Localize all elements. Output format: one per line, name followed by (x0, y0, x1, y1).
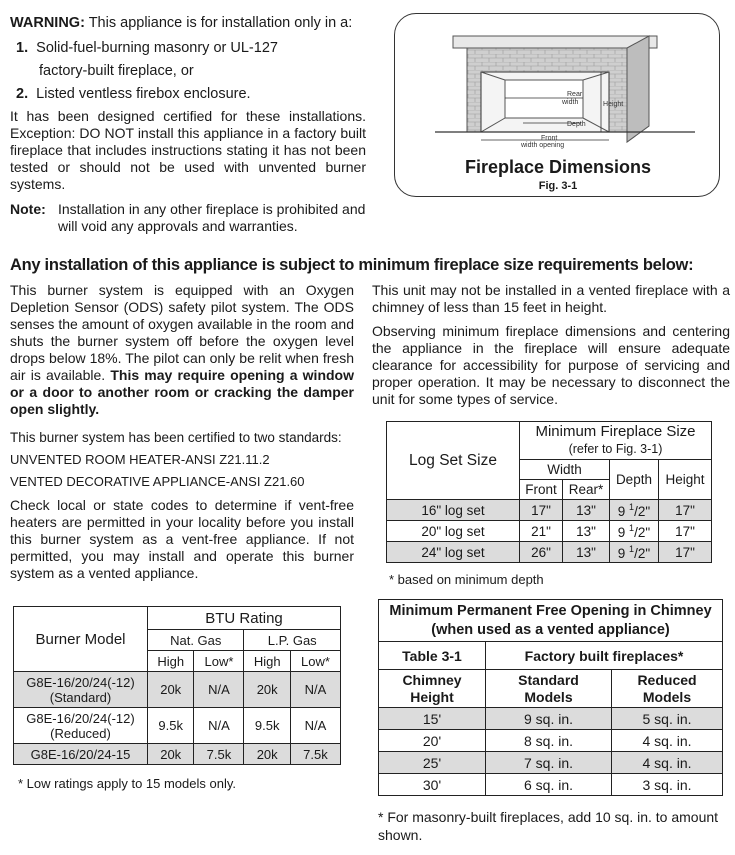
standard-2: VENTED DECORATIVE APPLIANCE-ANSI Z21.60 (10, 474, 305, 489)
ods-paragraph (10, 282, 354, 418)
figure-caption: Fig. 3-1 (538, 180, 578, 192)
warning-line (10, 15, 370, 31)
header-width: Width (520, 460, 610, 480)
table-row (379, 774, 723, 796)
observe-paragraph: Observing minimum fireplace dimensions and centering the appliance in the fireplace will ensure adequate clearance for accessibility for purpose of servicing and proper operation. It may be necessary to disconnect the unit for some types of service. (372, 323, 730, 407)
header-min-size: Minimum Fireplace Size (535, 423, 696, 440)
note-label: Note: (10, 201, 46, 217)
model-name: G8E-16/20/24(-12) (26, 674, 135, 690)
chimney-height: 30' (379, 774, 486, 796)
nat-high: 9.5k (148, 708, 194, 744)
header-models: Models (524, 688, 573, 705)
warning-block (10, 15, 370, 31)
lp-low: 7.5k (290, 744, 340, 765)
front-value: 21" (520, 521, 563, 542)
height-label: Height (603, 101, 624, 108)
header-burner-model: Burner Model (14, 607, 148, 672)
header-models: Models (642, 688, 692, 705)
note-text: Installation in any other fireplace is prohibited and will void any approvals and warranties. (58, 201, 366, 234)
chimney-subtitle: (when used as a vented appliance) (431, 621, 670, 638)
item-text: Solid-fuel-burning masonry or UL-127 (36, 40, 278, 56)
depth-value: 9 $^1$/2" (609, 500, 658, 521)
lp-low: N/A (290, 672, 340, 708)
reduced-opening: 4 sq. in. (612, 752, 723, 774)
header-height: Height (658, 460, 711, 500)
header-low: Low* (194, 651, 244, 672)
chimney-title: Minimum Permanent Free Opening in Chimney (389, 602, 712, 619)
table-row (379, 752, 723, 774)
standard-opening: 7 sq. in. (486, 752, 612, 774)
warning-item-1-cont: factory-built fireplace, or (39, 63, 194, 79)
standard-1: UNVENTED ROOM HEATER-ANSI Z21.11.2 (10, 452, 270, 467)
chimney-height: 20' (379, 730, 486, 752)
header-log-set-size: Log Set Size (387, 422, 520, 500)
btu-table (13, 606, 341, 765)
chimney-paragraph: This unit may not be installed in a vented fireplace with a chimney of less than 15 feet in height. (372, 282, 730, 315)
cert-text: This burner system has been certified to two standards: (10, 430, 342, 445)
reduced-opening: 4 sq. in. (612, 730, 723, 752)
codes-paragraph: Check local or state codes to determine if vent-free heaters are permitted in your locality before you install this burner system as a vent-free appliance. If not permitted, you may install and operate this burner system as a vented appliance. (10, 497, 354, 581)
depth-label: Depth (567, 121, 586, 128)
warning-item-1 (16, 40, 278, 56)
model-name: G8E-16/20/24-15 (14, 744, 148, 765)
model-variant: (Standard) (49, 689, 112, 705)
note (10, 201, 366, 235)
figure-title: Fireplace Dimensions (464, 157, 652, 177)
table-row (14, 744, 341, 765)
front-value: 26" (520, 542, 563, 563)
depth-value: 9 $^1$/2" (609, 542, 658, 563)
chimney-footnote: * For masonry-built fireplaces, add 10 sq. in. to amount shown. (378, 809, 719, 843)
header-rear: Rear* (563, 480, 610, 500)
nat-low: 7.5k (194, 744, 244, 765)
rear-value: 13" (563, 542, 610, 563)
reduced-opening: 5 sq. in. (612, 708, 723, 730)
log-footnote: * based on minimum depth (389, 572, 544, 587)
certified-paragraph: It has been designed certified for these installations. Exception: DO NOT install this appliance in a factory built fireplace that includes instructions stating it has not been tested or should not be used with unvented burner systems. (10, 108, 366, 192)
rear-label-2: width (562, 99, 579, 106)
log-size: 16" log set (387, 500, 520, 521)
header-table-number: Table 3-1 (379, 642, 486, 670)
front-label: Front (541, 135, 558, 142)
lp-low: N/A (290, 708, 340, 744)
btu-footnote: * Low ratings apply to 15 models only. (18, 776, 236, 791)
standard-opening: 6 sq. in. (486, 774, 612, 796)
front-value: 17" (520, 500, 563, 521)
log-set-table (386, 421, 712, 563)
figure-box (394, 13, 720, 197)
nat-high: 20k (148, 744, 194, 765)
header-nat-gas: Nat. Gas (148, 630, 244, 651)
table-row (387, 500, 712, 521)
header-depth: Depth (609, 460, 658, 500)
mantel (453, 36, 657, 48)
rear-value: 13" (563, 521, 610, 542)
standard-opening: 9 sq. in. (486, 708, 612, 730)
reduced-opening: 3 sq. in. (612, 774, 723, 796)
chimney-table (378, 599, 723, 796)
header-standard: Standard (518, 671, 579, 688)
log-size: 24" log set (387, 542, 520, 563)
table-row (379, 708, 723, 730)
item-number: 1. (16, 40, 29, 56)
warning-label: WARNING: (10, 15, 85, 31)
nat-high: 20k (148, 672, 194, 708)
standard-opening: 8 sq. in. (486, 730, 612, 752)
ods-text: This burner system is equipped with an Oxygen Depletion Sensor (ODS) safety pilot system. The ODS senses the amount of oxygen available in the room and shuts the burner system off before the oxygen level drops below 18%. The pilot can only be relit when fresh air is available. (10, 282, 354, 383)
warning-text: This appliance is for installation only in a: (88, 15, 353, 31)
section-heading: Any installation of this appliance is subject to minimum fireplace size requirements below: (10, 256, 694, 274)
item-text: Listed ventless firebox enclosure. (36, 86, 251, 102)
chimney-height: 25' (379, 752, 486, 774)
header-reduced: Reduced (637, 671, 697, 688)
header-btu-rating: BTU Rating (148, 607, 341, 630)
nat-low: N/A (194, 672, 244, 708)
height-value: 17" (658, 521, 711, 542)
table-row (387, 542, 712, 563)
model-name: G8E-16/20/24(-12) (26, 710, 135, 726)
header-lp-gas: L.P. Gas (244, 630, 341, 651)
lp-high: 20k (244, 672, 290, 708)
lp-high: 20k (244, 744, 290, 765)
log-size: 20" log set (387, 521, 520, 542)
front-label-2: width opening (521, 142, 565, 149)
rear-label: Rear (567, 91, 583, 98)
header-high: High (148, 651, 194, 672)
chimney-height: 15' (379, 708, 486, 730)
header-factory-built: Factory built fireplaces* (486, 642, 723, 670)
height-value: 17" (658, 542, 711, 563)
depth-value: 9 $^1$/2" (609, 521, 658, 542)
table-row (387, 521, 712, 542)
wall-side (627, 36, 649, 142)
nat-low: N/A (194, 708, 244, 744)
ods-warning: This may require opening a window or a door to another room or cracking the damper open slightly. (10, 367, 354, 417)
header-chimney: Chimney (402, 671, 462, 688)
header-low: Low* (290, 651, 340, 672)
header-front: Front (520, 480, 563, 500)
lp-high: 9.5k (244, 708, 290, 744)
height-value: 17" (658, 500, 711, 521)
table-row (379, 730, 723, 752)
header-ref: (refer to Fig. 3-1) (568, 442, 663, 456)
item-number: 2. (16, 86, 29, 102)
rear-value: 13" (563, 500, 610, 521)
warning-item-2 (16, 86, 251, 102)
model-variant: (Reduced) (50, 725, 111, 741)
header-height: Height (410, 688, 454, 705)
table-row (14, 708, 341, 744)
header-high: High (244, 651, 290, 672)
table-row (14, 672, 341, 708)
